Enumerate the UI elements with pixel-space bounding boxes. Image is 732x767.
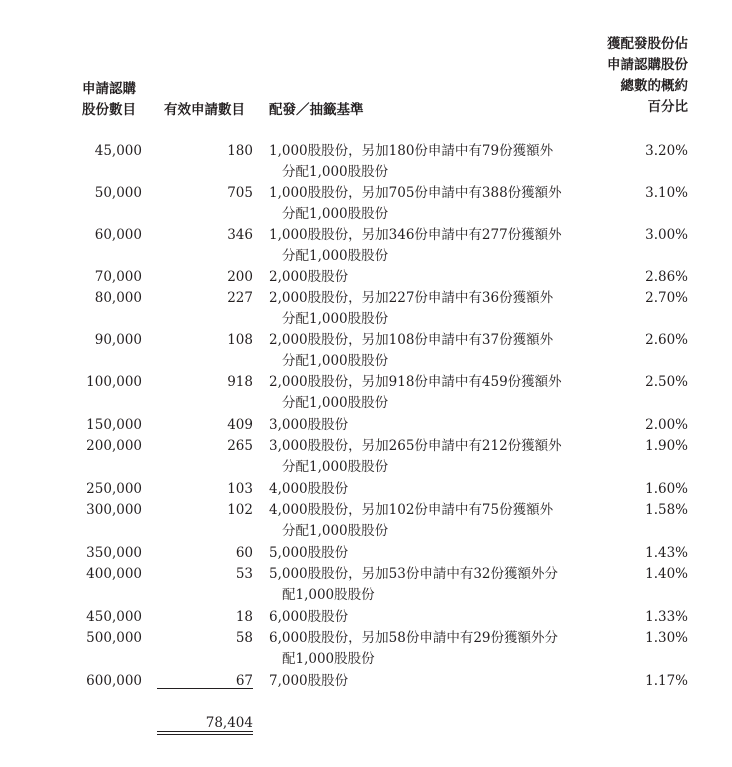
header-valid-applications: 有效申請數目 <box>164 102 245 118</box>
percentage-cell: 1.40% <box>645 566 688 582</box>
allocation-basis-cell: 2,000股股份，另加108份申請中有37份獲額外 <box>269 332 554 348</box>
valid-applications-cell: 102 <box>227 502 253 518</box>
percentage-cell: 1.43% <box>645 545 688 561</box>
valid-applications-cell: 346 <box>227 227 253 243</box>
allocation-basis-continuation: 分配1,000股股份 <box>282 164 389 180</box>
percentage-cell: 3.20% <box>645 143 688 159</box>
percentage-cell: 2.60% <box>645 332 688 348</box>
allocation-basis-continuation: 分配1,000股股份 <box>282 311 389 327</box>
applied-shares-cell: 200,000 <box>86 438 142 454</box>
allocation-basis-cell: 4,000股股份 <box>269 481 349 497</box>
applied-shares-cell: 80,000 <box>94 290 142 306</box>
percentage-cell: 1.58% <box>645 502 688 518</box>
valid-applications-cell: 58 <box>235 630 253 646</box>
percentage-cell: 1.90% <box>645 438 688 454</box>
allocation-basis-cell: 1,000股股份，另加705份申請中有388份獲額外 <box>269 185 562 201</box>
valid-applications-cell: 108 <box>227 332 253 348</box>
percentage-cell: 3.00% <box>645 227 688 243</box>
applied-shares-cell: 70,000 <box>94 269 142 285</box>
header-line: 股份數目 <box>82 102 136 118</box>
percentage-cell: 2.50% <box>645 374 688 390</box>
valid-applications-cell: 103 <box>227 481 253 497</box>
allocation-basis-continuation: 分配1,000股股份 <box>282 206 389 222</box>
applied-shares-cell: 45,000 <box>94 143 142 159</box>
valid-applications-cell: 227 <box>227 290 253 306</box>
allocation-basis-cell: 6,000股股份，另加58份申請中有29份獲額外分 <box>269 630 559 646</box>
applied-shares-cell: 500,000 <box>86 630 142 646</box>
percentage-cell: 1.60% <box>645 481 688 497</box>
valid-applications-cell: 18 <box>235 609 253 625</box>
percentage-cell: 1.33% <box>645 609 688 625</box>
allocation-basis-continuation: 分配1,000股股份 <box>282 395 389 411</box>
header-percentage <box>607 34 688 118</box>
allocation-basis-cell: 3,000股股份，另加265份申請中有212份獲額外 <box>269 438 562 454</box>
valid-applications-cell: 200 <box>227 269 253 285</box>
total-double-rule <box>157 731 253 735</box>
valid-applications-cell: 705 <box>227 185 253 201</box>
valid-applications-cell: 409 <box>227 417 253 433</box>
header-line: 申請認購 <box>82 81 136 97</box>
header-line: 獲配發股份佔 <box>607 36 688 52</box>
applied-shares-cell: 450,000 <box>86 609 142 625</box>
subtotal-rule <box>157 688 253 689</box>
applied-shares-cell: 250,000 <box>86 481 142 497</box>
applied-shares-cell: 350,000 <box>86 545 142 561</box>
applied-shares-cell: 90,000 <box>94 332 142 348</box>
allocation-basis-cell: 5,000股股份，另加53份申請中有32份獲額外分 <box>269 566 559 582</box>
allocation-basis-continuation: 配1,000股股份 <box>282 651 375 667</box>
allocation-basis-continuation: 配1,000股股份 <box>282 587 375 603</box>
total-valid-applications: 78,404 <box>205 715 253 731</box>
header-line: 百分比 <box>647 99 688 115</box>
header-line: 申請認購股份 <box>607 57 688 73</box>
allocation-basis-cell: 5,000股股份 <box>269 545 349 561</box>
allocation-basis-continuation: 分配1,000股股份 <box>282 248 389 264</box>
allocation-basis-cell: 2,000股股份 <box>269 269 349 285</box>
header-applied-shares <box>82 79 136 121</box>
percentage-cell: 2.70% <box>645 290 688 306</box>
allocation-basis-cell: 4,000股股份，另加102份申請中有75份獲額外 <box>269 502 554 518</box>
percentage-cell: 1.30% <box>645 630 688 646</box>
allocation-basis-cell: 3,000股股份 <box>269 417 349 433</box>
valid-applications-cell: 918 <box>227 374 253 390</box>
applied-shares-cell: 300,000 <box>86 502 142 518</box>
allocation-basis-continuation: 分配1,000股股份 <box>282 523 389 539</box>
header-allocation-basis: 配發／抽籤基準 <box>269 102 364 118</box>
applied-shares-cell: 100,000 <box>86 374 142 390</box>
header-line: 總數的概約 <box>620 78 688 94</box>
percentage-cell: 3.10% <box>645 185 688 201</box>
valid-applications-cell: 53 <box>235 566 253 582</box>
allocation-basis-cell: 1,000股股份，另加180份申請中有79份獲額外 <box>269 143 554 159</box>
applied-shares-cell: 150,000 <box>86 417 142 433</box>
allocation-basis-cell: 7,000股股份 <box>269 673 349 689</box>
allocation-basis-cell: 2,000股股份，另加918份申請中有459份獲額外 <box>269 374 562 390</box>
percentage-cell: 2.86% <box>645 269 688 285</box>
percentage-cell: 2.00% <box>645 417 688 433</box>
applied-shares-cell: 60,000 <box>94 227 142 243</box>
allocation-basis-cell: 2,000股股份，另加227份申請中有36份獲額外 <box>269 290 554 306</box>
valid-applications-cell: 67 <box>235 673 253 689</box>
allocation-basis-continuation: 分配1,000股股份 <box>282 353 389 369</box>
allocation-basis-cell: 1,000股股份，另加346份申請中有277份獲額外 <box>269 227 562 243</box>
valid-applications-cell: 265 <box>227 438 253 454</box>
allocation-basis-cell: 6,000股股份 <box>269 609 349 625</box>
applied-shares-cell: 400,000 <box>86 566 142 582</box>
applied-shares-cell: 50,000 <box>94 185 142 201</box>
applied-shares-cell: 600,000 <box>86 673 142 689</box>
percentage-cell: 1.17% <box>645 673 688 689</box>
valid-applications-cell: 180 <box>227 143 253 159</box>
valid-applications-cell: 60 <box>235 545 253 561</box>
allocation-basis-continuation: 分配1,000股股份 <box>282 459 389 475</box>
